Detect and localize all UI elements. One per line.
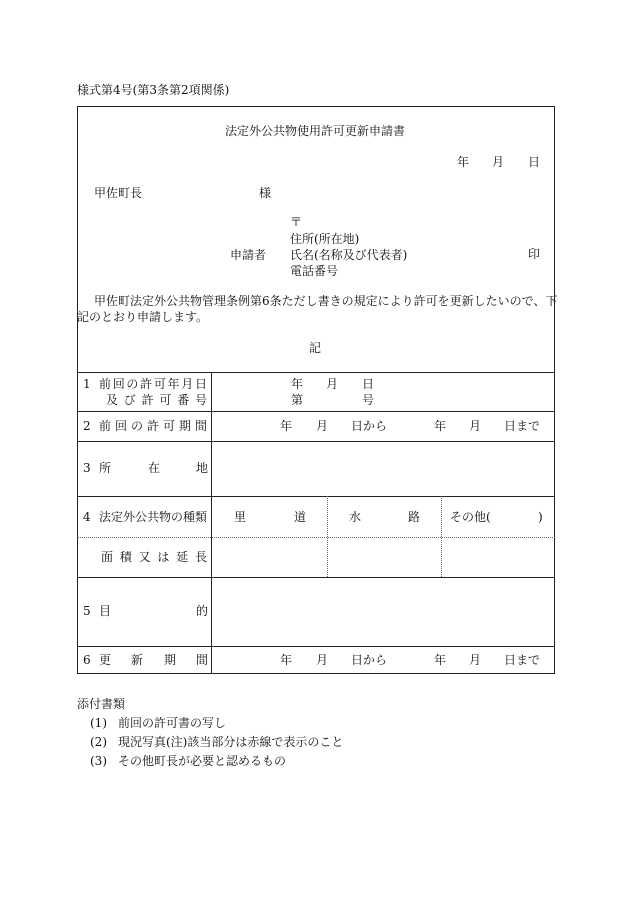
row5-label-a: 目 (99, 604, 112, 618)
address-label: 住所(所在地) (290, 232, 360, 246)
row2-number: 2 (83, 419, 91, 433)
row6-day-to: 日まで (504, 653, 541, 667)
divider-top (77, 372, 555, 373)
row6-label-b: 新 (131, 653, 144, 667)
row6-day-from: 日から (351, 653, 388, 667)
dotted-divider-col2 (441, 496, 442, 577)
row4-option1-a: 里 (234, 510, 247, 524)
row3-label-c: 地 (196, 461, 209, 475)
addressee-honorific: 様 (259, 186, 272, 200)
row2-day-from: 日から (351, 419, 388, 433)
applicant-label: 申請者 (230, 248, 267, 262)
row3-label-b: 在 (148, 461, 161, 475)
attachment-2-text: 現況写真(注)該当部分は赤線で表示のこと (118, 735, 344, 749)
row6-year-from: 年 (280, 653, 293, 667)
row2-day-to: 日まで (504, 419, 541, 433)
attachment-3-text: その他町長が必要と認めるもの (118, 754, 287, 768)
name-label: 氏名(名称及び代表者) (290, 248, 408, 262)
ki-mark: 記 (308, 341, 321, 355)
divider-row4 (77, 577, 555, 578)
row1-year: 年 (291, 377, 304, 391)
row1-month: 月 (326, 377, 339, 391)
attachment-2-number: (2) (90, 735, 107, 749)
attachments-heading: 添付書類 (77, 697, 126, 711)
row6-number: 6 (83, 653, 91, 667)
row3-number: 3 (83, 461, 91, 475)
row4-option3: その他( (450, 510, 491, 524)
row2-month-from: 月 (316, 419, 329, 433)
row6-year-to: 年 (434, 653, 447, 667)
row4-option2-b: 路 (408, 510, 421, 524)
dotted-divider-row4 (77, 537, 555, 538)
attachment-1-text: 前回の許可書の写し (118, 716, 227, 730)
attachment-3-number: (3) (90, 754, 107, 768)
seal-mark: 印 (527, 247, 540, 261)
phone-label: 電話番号 (290, 264, 339, 278)
attachment-1-number: (1) (90, 716, 107, 730)
row4-option2-a: 水 (349, 510, 362, 524)
date-day: 日 (528, 155, 541, 169)
row5-label-b: 的 (196, 604, 209, 618)
row6-label-c: 期 (164, 653, 177, 667)
row6-label-a: 更 (99, 653, 112, 667)
row5-number: 5 (83, 604, 91, 618)
form-number: 様式第4号(第3条第2項関係) (77, 83, 230, 97)
row4-option1-b: 道 (294, 510, 307, 524)
form-title: 法定外公共物使用許可更新申請書 (224, 124, 405, 138)
row4b-label: 面積又は延長 (101, 550, 207, 564)
row6-label-d: 間 (196, 653, 209, 667)
row1-number: 1 (83, 377, 91, 391)
divider-row3 (77, 496, 555, 497)
date-year: 年 (457, 155, 470, 169)
addressee-name: 甲佐町長 (94, 186, 143, 200)
divider-row1 (77, 411, 555, 412)
date-month: 月 (492, 155, 505, 169)
body-text-line1: 甲佐町法定外公共物管理条例第6条ただし書きの規定により許可を更新したいので、下 (94, 294, 558, 308)
row1-label-line2: 及び許可番号 (106, 393, 207, 407)
postal-mark: 〒 (290, 215, 303, 229)
row4-option3-close: ) (538, 510, 543, 524)
label-column-divider (211, 372, 212, 674)
row2-label: 前回の許可期間 (99, 419, 207, 433)
divider-row2 (77, 441, 555, 442)
row4-label: 法定外公共物の種類 (99, 510, 208, 524)
row4-number: 4 (83, 510, 91, 524)
row6-month-from: 月 (316, 653, 329, 667)
body-text-line2: 記のとおり申請します。 (77, 310, 209, 324)
row2-month-to: 月 (469, 419, 482, 433)
row2-year-to: 年 (434, 419, 447, 433)
row6-month-to: 月 (469, 653, 482, 667)
row1-dai: 第 (291, 393, 304, 407)
row1-label-line1: 前回の許可年月日 (99, 377, 207, 391)
dotted-divider-col1 (327, 496, 328, 577)
row3-label-a: 所 (99, 461, 112, 475)
row2-year-from: 年 (280, 419, 293, 433)
row1-go: 号 (362, 393, 375, 407)
row1-day: 日 (362, 377, 375, 391)
divider-row5 (77, 646, 555, 647)
